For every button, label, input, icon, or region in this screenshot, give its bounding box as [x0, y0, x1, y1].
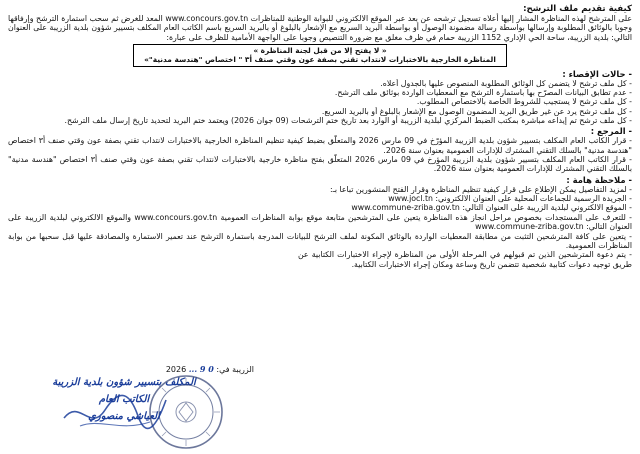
- handwritten-date: 0 9 ...: [188, 364, 214, 374]
- remark-line: - لمزيد التفاصيل يمكن الإطلاع على قرار كيفية تنظيم المناظرة وقرار الفتح المنشورين تباعا بـ:: [329, 184, 632, 194]
- exclusion-item: - كل ملف ترشح يرد عن غير طريق البريد المضمون الوصول مع الإشعار بالبلوغ أو بالبريد السريع.: [321, 106, 632, 116]
- reference-title: - المرجع :: [590, 126, 632, 137]
- exclusion-item: - كل ملف ترشح لا يتضمن كل الوثائق المطلوبة المنصوص عليها بالجدول أعلاه.: [380, 78, 632, 88]
- date-label: الزريبة في:: [216, 365, 254, 374]
- signer-name: العياشي منصوري: [88, 411, 160, 422]
- envelope-notice-box: [133, 44, 507, 66]
- reference-item: - قرار الكاتب العام المكلف بتسيير شؤون بلدية الزريبة المؤرخ في 09 مارس 2026 المتعلّق بفتح مناظرة خارجية بالاختبارات لانتداب تقني بصفة عون وقتي صنف أ٣ اختصاص "هندسة مدنية" بالسلك التقني المشترك للإدارات العمومية بعنوان سنة 2026.: [8, 155, 632, 174]
- signer-title: المكلف بتسيير شؤون بلدية الزريبة: [52, 377, 196, 388]
- exclusion-item: - كل ملف ترشح تم إيداعه مباشرة بمكتب الضبط المركزي لبلدية الزريبة أو الوارد بعد تاريخ ختم الترشحات (09 جوان 2026) ويعتمد ختم البريد لتحديد تاريخ إرسال ملف الترشح.: [64, 115, 632, 125]
- intro-paragraph: على المترشح لهذه المناظرة المشار إليها أعلاه تسجيل ترشحه عن بعد عبر الموقع الالكتروني للبوابة الوطنية للمناظرات www.concours.gov.tn المعد للغرض ثم سحب استمارة الترشح وإرفاقها وجوبا بالوثائق المطلوبة وإرسالها بواسطة رسالة مضمونة الوصول أو بواسطة البريد السريع مع الإشعار بالبلوغ أو بالبريد السريع باسم الكاتب العام المكلف بتسيير شؤون بلدية الزريبة على العنوان التالي: بلدية الزريبة، ساحة الحي الإداري 1152 الزريبة حمام في ظرف مغلق مع ضرورة التنصيص وجوبا على الواجهة الأمامية للظرف على عبارة:: [7, 14, 632, 42]
- notice-line-2: المناظرة الخارجية بالاختبارات لانتداب تقني بصفة عون وقتي صنف أ٣ " اختصاص "هندسة مدنية"»: [144, 55, 496, 65]
- remark-line: - يتعين على كافة المترشحين التثبت من مطابقة المعطيات الواردة بالوثائق المكونة لملف الترشح للبيانات المدرجة باستمارة الترشح عند تعمير الاستمارة والمصادقة عليها قبل سحبها من بوابة المناظرات العمومية.: [8, 231, 632, 250]
- municipality-website-link[interactable]: www.commune-zriba.gov.tn: [351, 203, 460, 213]
- reference-item: - قرار الكاتب العام المكلف بتسيير شؤون بلدية الزريبة المؤرّخ في 09 مارس 2026 والمتعلّق بضبط كيفية تنظيم المناظرة الخارجية بالاختبارات لانتداب تقني بصفة عون وقتي صنف أ٣ اختصاص "هندسة مدنية" بالسلك التقني المشترك للإدارات العمومية بعنوان سنة 2026.: [8, 136, 632, 155]
- remark-line: - يتم دعوة المترشحين الذين تم قبولهم في المرحلة الأولى من المناظرة لإجراء الاختبارات الكتابية عن طريق توجيه دعوات كتابية شخصية تتضمن تاريخ وساعة ومكان إجراء الاختبارات الكتابية.: [298, 250, 632, 269]
- remark-line: [8, 203, 632, 212]
- notice-line-1: « لا يفتح إلا من قبل لجنة المناظرة »: [253, 46, 387, 56]
- page-title: كيفية تقديم ملف الترشح:: [523, 4, 632, 14]
- envelope-notice-wrapper: [8, 44, 632, 66]
- exclusion-title: - حالات الإقصاء :: [562, 68, 632, 79]
- exclusion-item: - عدم تطابق البيانات المصرّح بها باستمارة الترشح مع المعطيات الواردة بوثائق ملف الترشح.: [334, 87, 632, 97]
- signature-scribble-icon: [60, 388, 170, 438]
- remark-line-text: - الموقع الالكتروني لبلدية الزريبة على العنوان التالي:: [462, 203, 632, 213]
- date-year: 2026: [165, 365, 187, 374]
- remark-title: - ملاحظة هامة :: [566, 174, 632, 185]
- remark-line: - للتعرف على المستجدات بخصوص مراحل انجاز هذه المناظرة يتعين على المترشحين متابعة موقع بوابة المناظرات العمومية www.concours.gov.tn والموقع الالكتروني لبلدية الزريبة على العنوان التالي: www.commune-zriba.gov.tn: [8, 212, 632, 232]
- remark-line: - الجريدة الرسمية للجماعات المحلية على العنوان الالكتروني: www.jocl.tn: [388, 194, 632, 204]
- signer-role: الكاتب العام: [98, 394, 150, 405]
- exclusion-item: - كل ملف ترشح لا يستجيب للشروط الخاصة بالاختصاص المطلوب.: [416, 97, 632, 107]
